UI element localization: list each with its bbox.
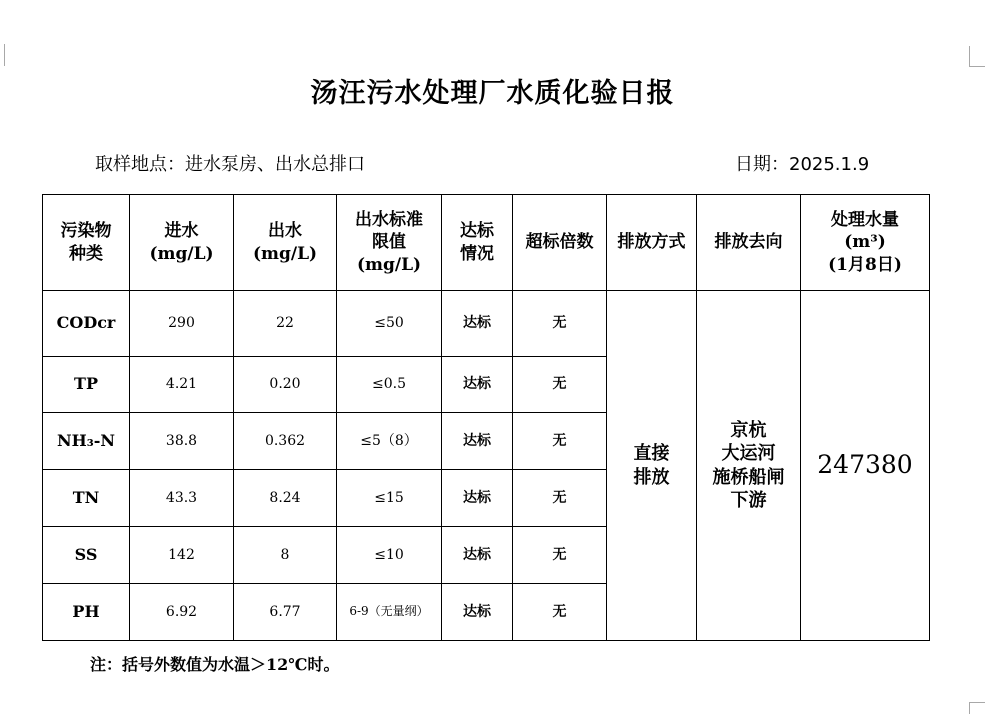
outflow-value: 22 [234, 291, 337, 357]
inflow-value: 4.21 [130, 357, 234, 413]
exceed-ratio: 无 [513, 470, 607, 527]
header-pollutant: 污染物 种类 [43, 195, 130, 291]
limit-value: ≤0.5 [337, 357, 442, 413]
header-outflow: 出水 (mg/L) [234, 195, 337, 291]
pollutant-name: TN [43, 470, 130, 527]
inflow-value: 43.3 [130, 470, 234, 527]
limit-value: 6-9（无量纲） [337, 584, 442, 641]
outflow-value: 0.20 [234, 357, 337, 413]
compliance-status: 达标 [442, 413, 513, 470]
discharge-destination: 京杭 大运河 施桥船闸 下游 [697, 291, 801, 641]
header-discharge-destination: 排放去向 [697, 195, 801, 291]
limit-value: ≤5（8） [337, 413, 442, 470]
outflow-value: 6.77 [234, 584, 337, 641]
compliance-status: 达标 [442, 470, 513, 527]
exceed-ratio: 无 [513, 357, 607, 413]
compliance-status: 达标 [442, 291, 513, 357]
outflow-value: 0.362 [234, 413, 337, 470]
limit-value: ≤15 [337, 470, 442, 527]
header-exceed-ratio: 超标倍数 [513, 195, 607, 291]
report-title: 汤汪污水处理厂水质化验日报 [310, 78, 675, 109]
header-limit: 出水标准 限值 (mg/L) [337, 195, 442, 291]
water-quality-table [42, 194, 930, 641]
header-discharge-method: 排放方式 [607, 195, 697, 291]
treated-volume: 247380 [801, 291, 930, 641]
exceed-ratio: 无 [513, 527, 607, 584]
sampling-location: 取样地点：进水泵房、出水总排口 [95, 154, 365, 175]
header-compliance: 达标 情况 [442, 195, 513, 291]
pollutant-name: NH₃-N [43, 413, 130, 470]
table-row [43, 291, 930, 357]
inflow-value: 290 [130, 291, 234, 357]
header-treated-volume: 处理水量 (m³) (1月8日) [801, 195, 930, 291]
exceed-ratio: 无 [513, 291, 607, 357]
compliance-status: 达标 [442, 527, 513, 584]
crop-mark-top-right-h [969, 66, 985, 67]
inflow-value: 6.92 [130, 584, 234, 641]
discharge-method: 直接 排放 [607, 291, 697, 641]
header-inflow: 进水 (mg/L) [130, 195, 234, 291]
exceed-ratio: 无 [513, 413, 607, 470]
footnote: 注：括号外数值为水温＞12℃时。 [90, 655, 340, 674]
crop-mark-bottom-right-v [969, 702, 970, 714]
pollutant-name: CODcr [43, 291, 130, 357]
header-row [43, 195, 930, 291]
limit-value: ≤50 [337, 291, 442, 357]
inflow-value: 38.8 [130, 413, 234, 470]
crop-mark-top-right-v [969, 46, 970, 66]
outflow-value: 8 [234, 527, 337, 584]
compliance-status: 达标 [442, 584, 513, 641]
crop-mark-bottom-right-h [969, 702, 985, 703]
pollutant-name: SS [43, 527, 130, 584]
exceed-ratio: 无 [513, 584, 607, 641]
outflow-value: 8.24 [234, 470, 337, 527]
limit-value: ≤10 [337, 527, 442, 584]
report-date: 日期：2025.1.9 [735, 154, 870, 175]
pollutant-name: TP [43, 357, 130, 413]
compliance-status: 达标 [442, 357, 513, 413]
pollutant-name: PH [43, 584, 130, 641]
inflow-value: 142 [130, 527, 234, 584]
crop-mark-top-left-v [4, 44, 5, 66]
